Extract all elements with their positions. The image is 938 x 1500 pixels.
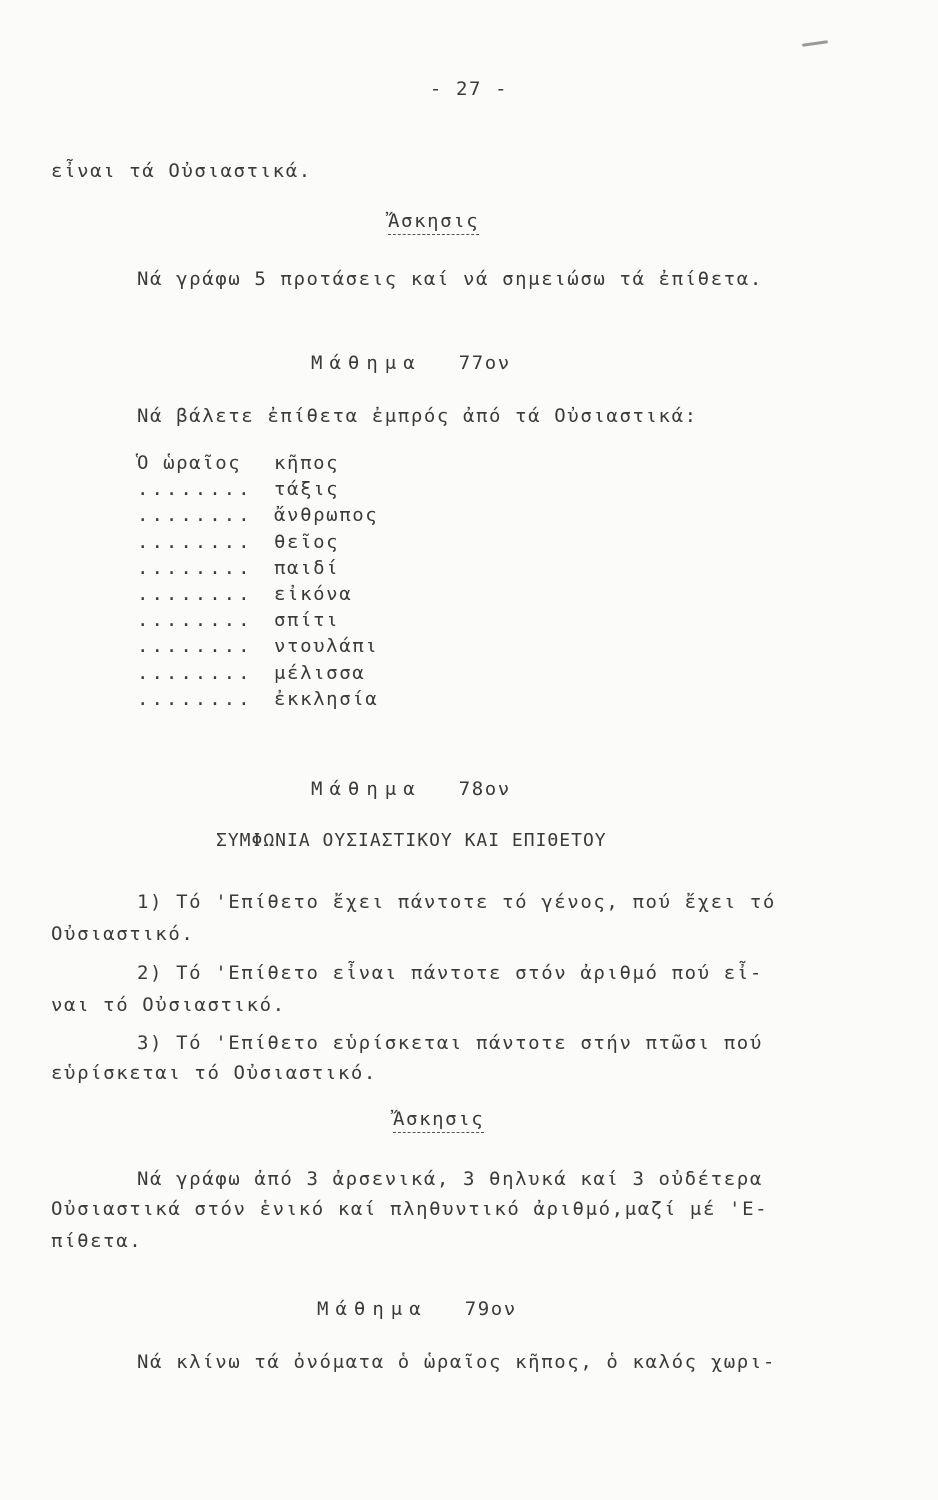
exercise2-line3: πίθετα. <box>51 1230 143 1252</box>
exercise1-heading: Ἄσκησις <box>388 212 479 231</box>
exercise2-line2: Οὐσιαστικά στόν ἑνικό καί πληθυντικό ἀριθμό,μαζί μέ 'Ε- <box>51 1198 769 1220</box>
lesson77-heading <box>311 354 511 373</box>
lesson77-instruction: Νά βάλετε ἐπίθετα ἐμπρός ἀπό τά Οὐσιαστικά: <box>137 405 698 427</box>
exercise1-text: Νά γράφω 5 προτάσεις καί νά σημειώσω τά ἐπίθετα. <box>137 268 763 290</box>
page-number: - 27 - <box>429 78 509 100</box>
lesson79-heading <box>317 1300 517 1319</box>
rule1-line1: 1) Τό 'Επίθετο ἔχει πάντοτε τό γένος, πού ἔχει τό <box>137 891 776 913</box>
rule3-line1: 3) Τό 'Επίθετο εὑρίσκεται πάντοτε στήν πτῶσι πού <box>137 1032 763 1054</box>
lesson77-number: 77ον <box>458 352 511 374</box>
rule2-line2: ναι τό Οὐσιαστικό. <box>51 994 286 1016</box>
rule3-line2: εὑρίσκεται τό Οὐσιαστικό. <box>51 1062 377 1084</box>
lesson78-number: 78ον <box>458 778 511 800</box>
exercise2-line1: Νά γράφω ἀπό 3 ἀρσενικά, 3 θηλυκά καί 3 οὐδέτερα <box>137 1168 763 1190</box>
exercise2-heading: Ἄσκησις <box>393 1110 484 1129</box>
document-page: - 27 - εἶναι τά Οὐσιαστικά. Ἄσκησις Νά γράφω 5 προτάσεις καί νά σημειώσω τά ἐπίθετα. Μάθημα 77ον Νά βάλετε ἐπίθετα ἐμπρός ἀπό τά Οὐσιαστικά: Ὁ ὡραῖος κῆπος ........ τάξις ........ ἄνθρωπος ........ θεῖος ........ παιδί ........ εἰκόνα ........ σπίτι ........ ντουλάπι ........ μέλισσα ........ ἐκκλησία Μάθημα 78ον ΣΥΜΦΩΝΙΑ ΟΥΣΙΑΣΤΙΚΟΥ ΚΑΙ ΕΠΙΘΕΤΟΥ 1) Τό 'Επίθετο ἔχει πάντοτε τό γένος, πού ἔχει τό Οὐσιαστικό. 2) Τό 'Επίθετο εἶναι πάντοτε στόν ἀριθμό πού εἶ- ναι τό Οὐσιαστικό. 3) Τό 'Επίθετο εὑρίσκεται πάντοτε στήν πτῶσι πού εὑρίσκεται τό Οὐσιαστικό. Ἄσκησις Νά γράφω ἀπό 3 ἀρσενικά, 3 θηλυκά καί 3 οὐδέτερα Οὐσιαστικά στόν ἑνικό καί πληθυντικό ἀριθμό,μαζί μέ 'Ε- πίθετα. Μάθημα 79ον Νά κλίνω τά ὀνόματα ὁ ὡραῖος κῆπος, ὁ καλός χωρι- <box>0 0 938 1500</box>
rule2-line1: 2) Τό 'Επίθετο εἶναι πάντοτε στόν ἀριθμό πού εἶ- <box>137 962 763 984</box>
lesson78-heading <box>311 780 511 799</box>
ink-smudge <box>802 40 828 47</box>
intro-line: εἶναι τά Οὐσιαστικά. <box>51 160 312 182</box>
lesson79-number: 79ον <box>464 1298 517 1320</box>
lesson79-text: Νά κλίνω τά ὀνόματα ὁ ὡραῖος κῆπος, ὁ καλός χωρι- <box>137 1351 776 1373</box>
lesson78-subtitle: ΣΥΜΦΩΝΙΑ ΟΥΣΙΑΣΤΙΚΟΥ ΚΑΙ ΕΠΙΘΕΤΟΥ <box>216 830 607 851</box>
rule1-line2: Οὐσιαστικό. <box>51 923 195 945</box>
lesson77-title: Μάθημα <box>311 352 422 374</box>
lesson79-title: Μάθημα <box>317 1298 428 1320</box>
lesson78-title: Μάθημα <box>311 778 422 800</box>
